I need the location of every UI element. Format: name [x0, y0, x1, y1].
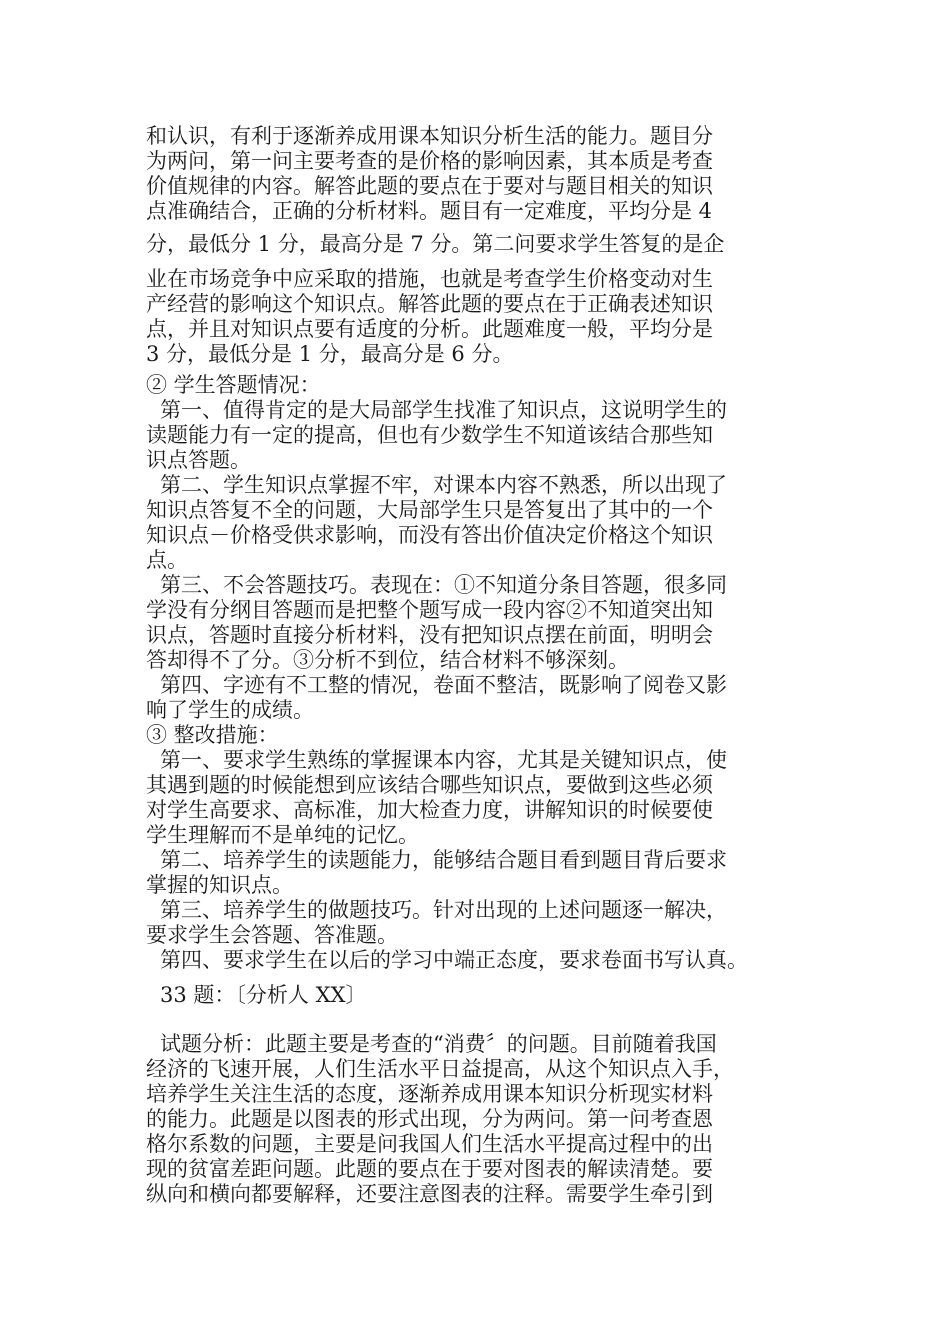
intro-line: 产经营的影响这个知识点。解答此题的要点在于正确表述知识 — [146, 292, 713, 316]
measures-paragraph-line: 其遇到题的时候能想到应该结合哪些知识点，要做到这些必须 — [146, 773, 713, 797]
q33-first-line: 试题分析：此题主要是考查的“消费〞的问题。目前随着我国 — [160, 1032, 717, 1056]
measures-paragraph-first: 第二、培养学生的读题能力，能够结合题目看到题目背后要求 — [160, 848, 727, 872]
situation-paragraph-first: 第三、不会答题技巧。表现在：①不知道分条目答题，很多同 — [160, 573, 727, 597]
q33-line: 纵向和横向都要解释，还要注意图表的注释。需要学生牵引到 — [146, 1182, 713, 1206]
intro-line: 点准确结合，正确的分析材料。题目有一定难度，平均分是 4 — [146, 199, 713, 223]
intro-paragraph — [146, 124, 836, 367]
intro-line: 为两问，第一问主要考查的是价格的影响因素，其本质是考查 — [146, 149, 713, 173]
situation-section — [146, 373, 836, 723]
intro-line: 3 分，最低分是 1 分，最高分是 6 分。 — [146, 342, 514, 366]
intro-line: 业在市场竞争中应采取的措施，也就是考查学生价格变动对生 — [146, 267, 713, 291]
situation-paragraph-line: 识点，答题时直接分析材料，没有把知识点摆在前面，明明会 — [146, 623, 713, 647]
q33-heading: 33 题：〔分析人 XX〕 — [160, 983, 367, 1007]
situation-paragraph-line: 答却得不了分。③分析不到位，结合材料不够深刻。 — [146, 648, 629, 672]
situation-paragraph-first: 第二、学生知识点掌握不牢，对课本内容不熟悉，所以出现了 — [160, 473, 727, 497]
measures-section — [146, 723, 836, 973]
situation-paragraph-first: 第四、字迹有不工整的情况，卷面不整洁，既影响了阅卷又影 — [160, 673, 727, 697]
measures-paragraph-first: 第一、要求学生熟练的掌握课本内容，尤其是关键知识点，使 — [160, 748, 727, 772]
q33-line: 现的贫富差距问题。此题的要点在于要对图表的解读清楚。要 — [146, 1157, 713, 1181]
situation-paragraph-line: 识点答题。 — [146, 448, 251, 472]
situation-paragraph-line: 知识点答复不全的问题，大局部学生只是答复出了其中的一个 — [146, 498, 713, 522]
q33-line: 培养学生关注生活的态度，逐渐养成用课本知识分析现实材料 — [146, 1082, 713, 1106]
q33-line: 格尔系数的问题，主要是问我国人们生活水平提高过程中的出 — [146, 1132, 713, 1156]
measures-paragraph-line: 学生理解而不是单纯的记忆。 — [146, 823, 419, 847]
q33-line: 经济的飞速开展，人们生活水平日益提高，从这个知识点入手， — [146, 1057, 734, 1081]
measures-paragraph-line: 要求学生会答题、答准题。 — [146, 923, 398, 947]
situation-paragraph-first: 第一、值得肯定的是大局部学生找准了知识点，这说明学生的 — [160, 398, 727, 422]
intro-line: 价值规律的内容。解答此题的要点在于要对与题目相关的知识 — [146, 174, 713, 198]
intro-line: 点，并且对知识点要有适度的分析。此题难度一般，平均分是 — [146, 317, 713, 341]
measures-paragraph-line: 对学生高要求、高标准，加大检查力度，讲解知识的时候要使 — [146, 798, 713, 822]
measures-heading: ③ 整改措施： — [146, 723, 279, 747]
q33-line: 的能力。此题是以图表的形式出现，分为两问。第一问考查恩 — [146, 1107, 713, 1131]
situation-paragraph-line: 学没有分纲目答题而是把整个题写成一段内容②不知道突出知 — [146, 598, 713, 622]
situation-paragraph-line: 响了学生的成绩。 — [146, 698, 314, 722]
intro-line: 分，最低分 1 分，最高分是 7 分。第二问要求学生答复的是企 — [146, 232, 725, 256]
situation-paragraph-line: 点。 — [146, 548, 188, 572]
situation-heading: ② 学生答题情况： — [146, 373, 321, 397]
intro-line: 和认识，有利于逐渐养成用课本知识分析生活的能力。题目分 — [146, 124, 713, 148]
situation-paragraph-line: 知识点－价格受供求影响，而没有答出价值决定价格这个知识 — [146, 523, 713, 547]
q33-analysis — [146, 1032, 836, 1207]
measures-paragraph-line: 掌握的知识点。 — [146, 873, 293, 897]
measures-paragraph-first: 第四、要求学生在以后的学习中端正态度，要求卷面书写认真。 — [160, 948, 748, 972]
situation-paragraph-line: 读题能力有一定的提高，但也有少数学生不知道该结合那些知 — [146, 423, 713, 447]
measures-paragraph-first: 第三、培养学生的做题技巧。针对出现的上述问题逐一解决， — [160, 898, 727, 922]
q33-heading-block — [146, 983, 836, 1008]
